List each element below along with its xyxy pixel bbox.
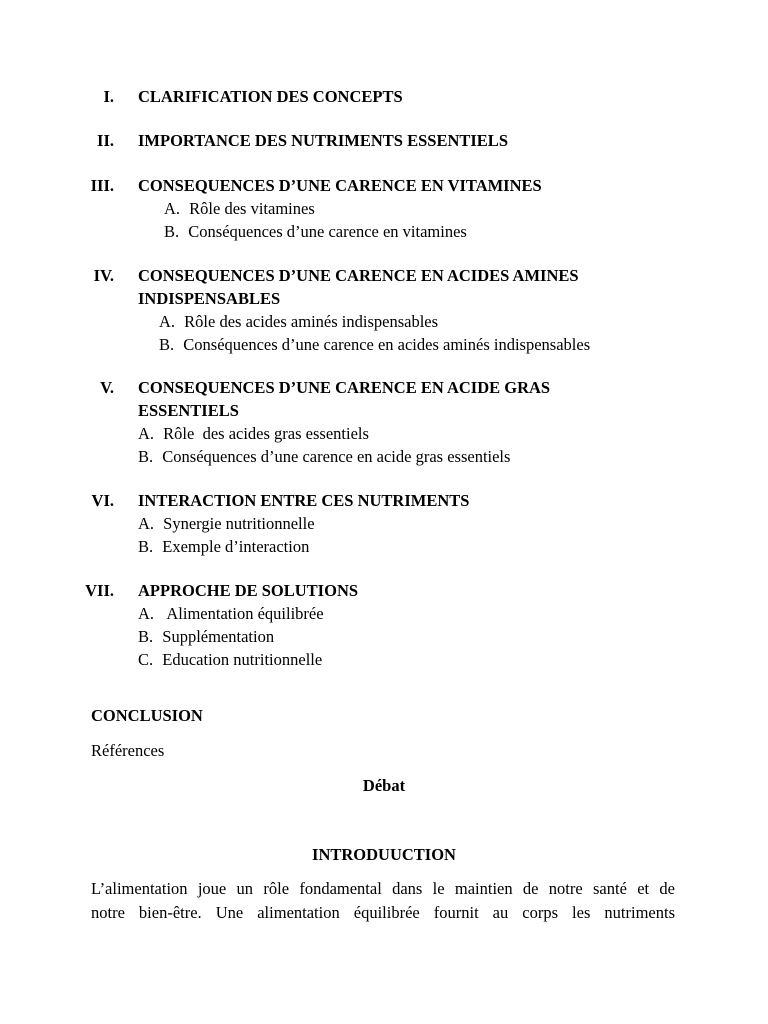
- section-title: [138, 376, 698, 422]
- subsection-letter: A.: [138, 514, 155, 533]
- section-numeral: I.: [103, 87, 114, 106]
- subsection-letter: A.: [164, 199, 181, 218]
- subsection-text: Rôle des vitamines: [189, 199, 315, 218]
- subsection-letter: A.: [159, 312, 176, 331]
- introduction-heading: INTRODUUCTION: [312, 845, 456, 864]
- subsection-text: Conséquences d’une carence en vitamines: [188, 222, 467, 241]
- subsection-item: [138, 535, 309, 558]
- subsection-text: Education nutritionnelle: [162, 650, 323, 669]
- subsection-item: [159, 310, 438, 333]
- subsection-letter: A.: [138, 604, 155, 623]
- subsection-text: Conséquences d’une carence en acides aminés indispensables: [183, 335, 591, 354]
- subsection-item: [138, 602, 324, 625]
- section-numeral: V.: [100, 378, 114, 397]
- subsection-text: Rôle des acides aminés indispensables: [184, 312, 439, 331]
- subsection-letter: B.: [164, 222, 180, 241]
- subsection-text: Supplémentation: [162, 627, 275, 646]
- section-title-line: ESSENTIELS: [138, 401, 239, 420]
- subsection-text: Synergie nutritionnelle: [163, 514, 315, 533]
- section-title-line: CONSEQUENCES D’UNE CARENCE EN ACIDES AMINES: [138, 266, 579, 285]
- subsection-letter: C.: [138, 650, 154, 669]
- section-numeral: IV.: [93, 266, 114, 285]
- section-title-line: APPROCHE DE SOLUTIONS: [138, 581, 359, 600]
- subsection-item: [138, 648, 322, 671]
- subsection-text: Exemple d’interaction: [162, 537, 310, 556]
- subsection-item: [164, 220, 467, 243]
- subsection-text: Rôle des acides gras essentiels: [163, 424, 369, 443]
- paragraph-line: L’alimentation joue un rôle fondamental dans le maintien de notre santé et de: [91, 879, 675, 898]
- section-title-line: CONSEQUENCES D’UNE CARENCE EN VITAMINES: [138, 176, 542, 195]
- subsection-item: [138, 445, 510, 468]
- debate-heading: Débat: [362, 776, 406, 795]
- section-title: [138, 174, 698, 197]
- subsection-item: [138, 512, 315, 535]
- section-title: [138, 489, 698, 512]
- conclusion-heading: CONCLUSION: [91, 706, 203, 725]
- subsection-item: [138, 422, 369, 445]
- section-title-line: INTERACTION ENTRE CES NUTRIMENTS: [138, 491, 470, 510]
- subsection-letter: A.: [138, 424, 155, 443]
- subsection-item: [164, 197, 315, 220]
- subsection-item: [138, 625, 274, 648]
- section-title-line: CONSEQUENCES D’UNE CARENCE EN ACIDE GRAS: [138, 378, 551, 397]
- subsection-letter: B.: [138, 627, 154, 646]
- section-title: [138, 129, 698, 152]
- section-numeral: III.: [90, 176, 114, 195]
- section-title-line: CLARIFICATION DES CONCEPTS: [138, 87, 403, 106]
- subsection-letter: B.: [138, 447, 154, 466]
- section-numeral: II.: [97, 131, 114, 150]
- introduction-paragraph: [91, 877, 675, 925]
- references-heading: Références: [91, 741, 165, 760]
- subsection-text: Alimentation équilibrée: [163, 604, 324, 623]
- section-title: [138, 579, 698, 602]
- subsection-letter: B.: [159, 335, 175, 354]
- subsection-text: Conséquences d’une carence en acide gras essentiels: [162, 447, 511, 466]
- section-title-line: IMPORTANCE DES NUTRIMENTS ESSENTIELS: [138, 131, 508, 150]
- section-title-line: INDISPENSABLES: [138, 289, 281, 308]
- section-numeral: VII.: [85, 581, 114, 600]
- subsection-letter: B.: [138, 537, 154, 556]
- subsection-item: [159, 333, 590, 356]
- section-title: [138, 85, 698, 108]
- section-title: [138, 264, 698, 310]
- section-numeral: VI.: [91, 491, 114, 510]
- paragraph-line: notre bien-être. Une alimentation équilibrée fournit au corps les nutriments: [91, 903, 675, 922]
